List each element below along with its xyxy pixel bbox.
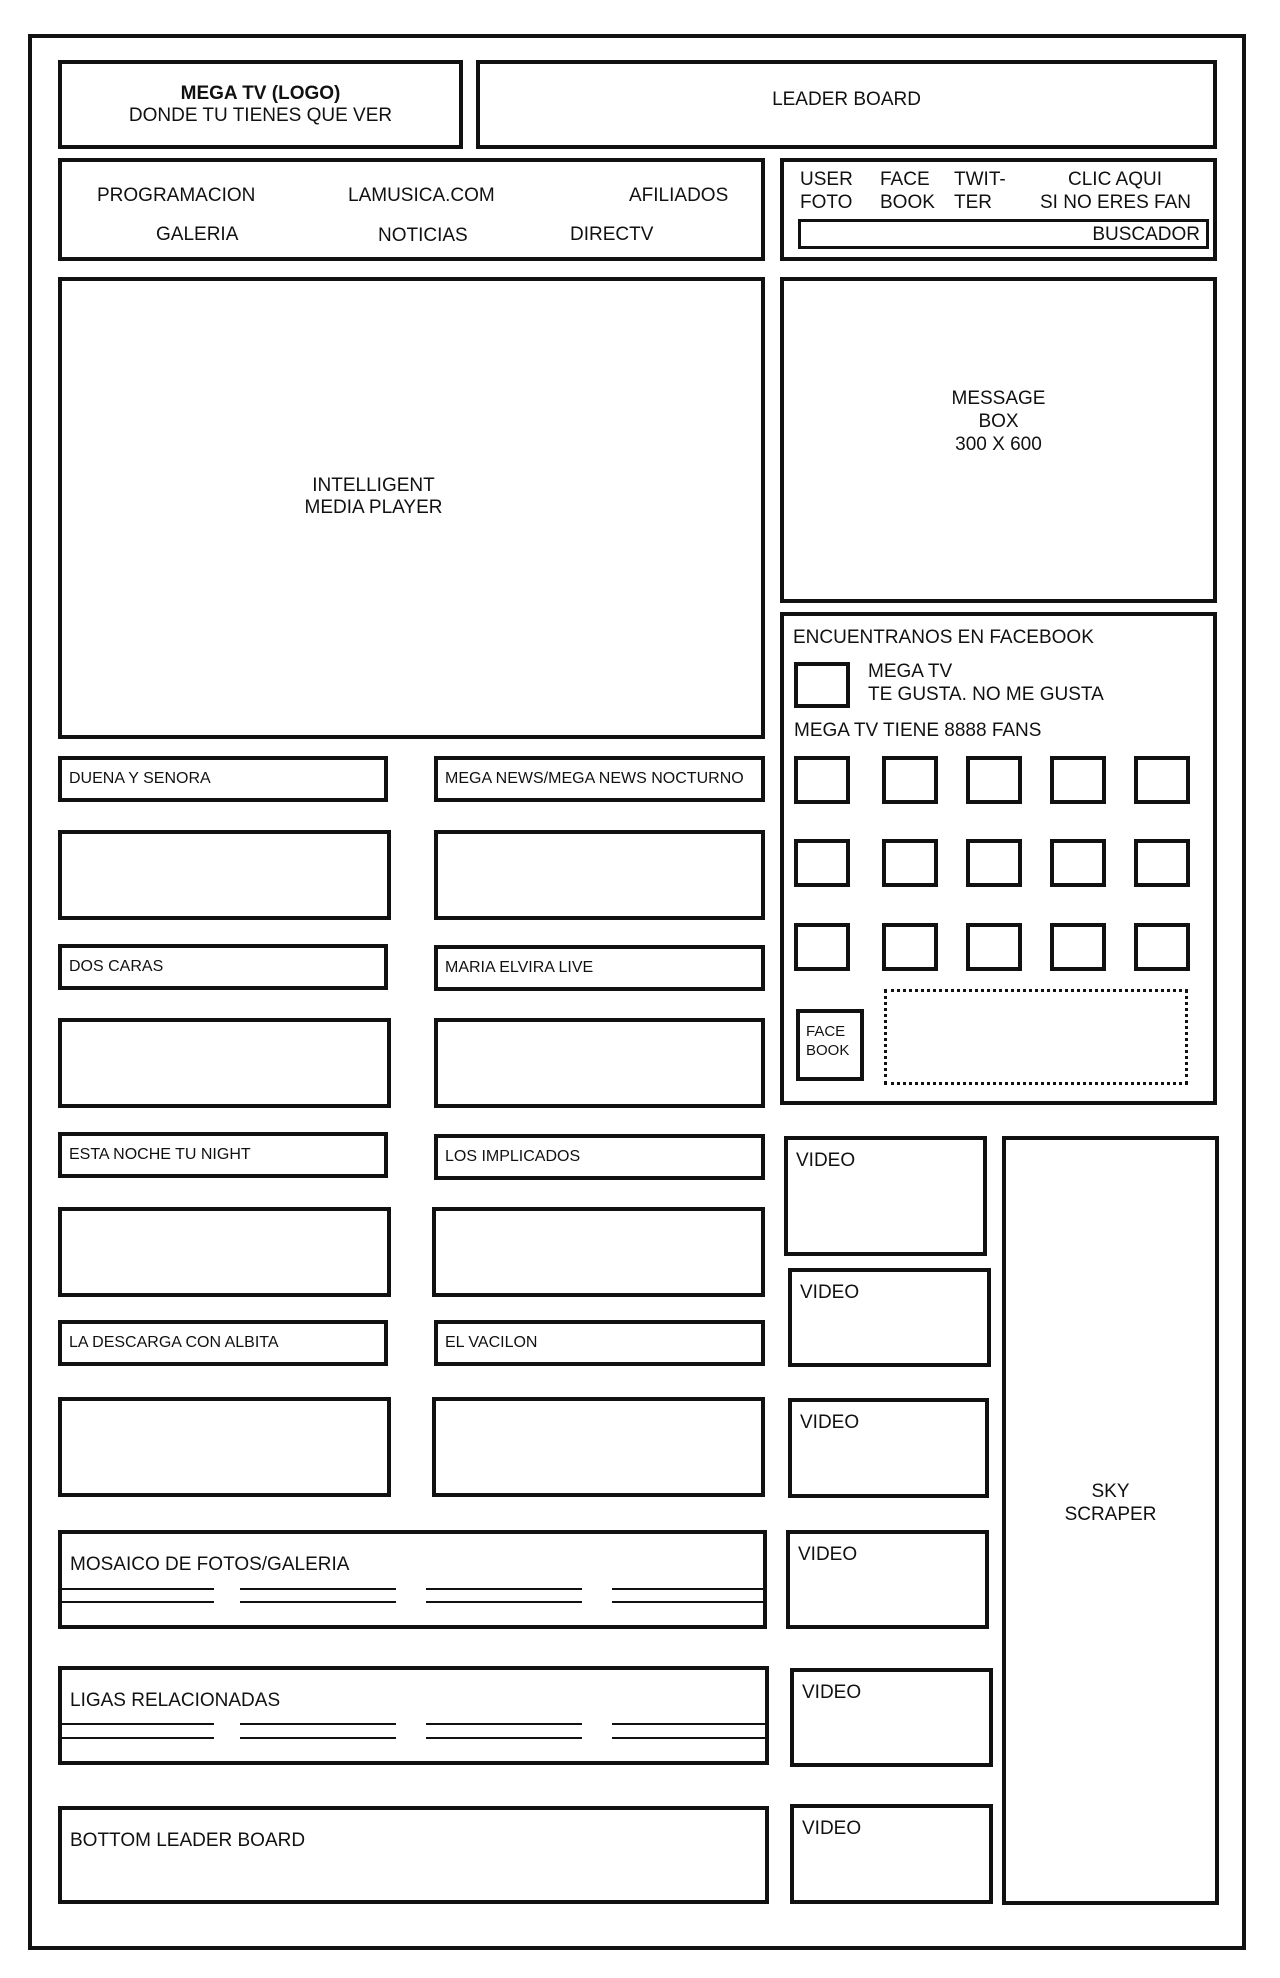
facebook-button[interactable]: FACE BOOK [796, 1009, 864, 1081]
media-player[interactable]: INTELLIGENT MEDIA PLAYER [58, 277, 765, 739]
divider [612, 1601, 764, 1603]
show-thumbnail[interactable] [58, 830, 391, 920]
show-thumbnail[interactable] [434, 830, 765, 920]
facebook-feed-placeholder [884, 989, 1188, 1085]
search-input[interactable] [798, 219, 1209, 249]
user-foto[interactable]: USER FOTO [800, 169, 853, 213]
fan-avatar[interactable] [1050, 839, 1106, 887]
fan-avatar[interactable] [966, 839, 1022, 887]
show-title[interactable]: MARIA ELVIRA LIVE [434, 945, 765, 991]
fan-avatar[interactable] [966, 756, 1022, 804]
divider [426, 1723, 582, 1725]
video-thumbnail[interactable]: VIDEO [790, 1804, 993, 1904]
logo-box[interactable] [58, 60, 463, 149]
photo-mosaic[interactable] [58, 1530, 767, 1629]
show-title[interactable]: ESTA NOCHE TU NIGHT [58, 1132, 388, 1178]
photo-mosaic-title: MOSAICO DE FOTOS/GALERIA [70, 1554, 350, 1575]
leader-board [476, 60, 1217, 149]
fan-avatar[interactable] [1134, 839, 1190, 887]
message-box: MESSAGE BOX 300 X 600 [780, 277, 1217, 603]
main-nav [58, 158, 765, 261]
divider [58, 1601, 214, 1603]
fan-avatar[interactable] [966, 923, 1022, 971]
facebook-widget [780, 612, 1217, 1105]
show-title[interactable]: LA DESCARGA CON ALBITA [58, 1320, 388, 1366]
fan-avatar[interactable] [794, 839, 850, 887]
fan-avatar[interactable] [1050, 923, 1106, 971]
divider [240, 1737, 396, 1739]
divider [426, 1601, 582, 1603]
clic-aqui-link[interactable]: CLIC AQUI SI NO ERES FAN [1040, 169, 1191, 213]
like-button[interactable]: TE GUSTA. NO ME GUSTA [868, 684, 1104, 705]
show-title[interactable]: LOS IMPLICADOS [434, 1134, 765, 1180]
divider [612, 1737, 766, 1739]
show-thumbnail[interactable] [432, 1207, 765, 1297]
fan-avatar[interactable] [1050, 756, 1106, 804]
logo-tagline: DONDE TU TIENES QUE VER [128, 104, 393, 126]
divider [426, 1737, 582, 1739]
video-thumbnail[interactable]: VIDEO [784, 1136, 987, 1256]
fan-avatar[interactable] [882, 756, 938, 804]
fan-avatar[interactable] [882, 839, 938, 887]
nav-programacion[interactable]: PROGRAMACION [97, 185, 256, 206]
divider [426, 1588, 582, 1590]
nav-lamusica[interactable]: LAMUSICA.COM [348, 185, 495, 206]
show-title[interactable]: EL VACILON [434, 1320, 765, 1366]
divider [58, 1737, 214, 1739]
fan-avatar[interactable] [1134, 923, 1190, 971]
divider [612, 1723, 766, 1725]
leader-board-label: LEADER BOARD [772, 88, 921, 110]
fan-avatar[interactable] [794, 923, 850, 971]
video-thumbnail[interactable]: VIDEO [786, 1530, 989, 1629]
page-name: MEGA TV [868, 661, 953, 682]
video-thumbnail[interactable]: VIDEO [788, 1398, 989, 1498]
divider [240, 1723, 396, 1725]
bottom-leader-board [58, 1806, 769, 1904]
show-title[interactable]: MEGA NEWS/MEGA NEWS NOCTURNO [434, 756, 765, 802]
page-avatar [794, 662, 850, 708]
related-links[interactable] [58, 1666, 769, 1765]
show-thumbnail[interactable] [434, 1018, 765, 1108]
nav-afiliados[interactable]: AFILIADOS [629, 185, 729, 206]
show-thumbnail[interactable] [432, 1397, 765, 1497]
fan-avatar[interactable] [1134, 756, 1190, 804]
nav-galeria[interactable]: GALERIA [156, 224, 239, 245]
show-title[interactable]: DUENA Y SENORA [58, 756, 388, 802]
facebook-widget-title: ENCUENTRANOS EN FACEBOOK [793, 627, 1094, 648]
fans-count: MEGA TV TIENE 8888 FANS [794, 720, 1042, 741]
divider [612, 1588, 764, 1590]
facebook-link[interactable]: FACE BOOK [880, 169, 935, 213]
divider [58, 1723, 214, 1725]
nav-directv[interactable]: DIRECTV [570, 224, 654, 245]
divider [58, 1588, 214, 1590]
fan-avatar[interactable] [794, 756, 850, 804]
sky-scraper: SKY SCRAPER [1002, 1136, 1219, 1905]
user-panel [780, 158, 1217, 261]
search-label: BUSCADOR [1092, 224, 1200, 245]
video-thumbnail[interactable]: VIDEO [790, 1668, 993, 1767]
bottom-leader-board-label: BOTTOM LEADER BOARD [70, 1830, 306, 1851]
show-thumbnail[interactable] [58, 1207, 391, 1297]
divider [240, 1601, 396, 1603]
related-links-title: LIGAS RELACIONADAS [70, 1690, 281, 1711]
video-thumbnail[interactable]: VIDEO [788, 1268, 991, 1367]
divider [240, 1588, 396, 1590]
twitter-link[interactable]: TWIT- TER [954, 169, 1006, 213]
show-title[interactable]: DOS CARAS [58, 944, 388, 990]
fan-avatar[interactable] [882, 923, 938, 971]
show-thumbnail[interactable] [58, 1018, 391, 1108]
logo-title: MEGA TV (LOGO) [180, 82, 341, 104]
nav-noticias[interactable]: NOTICIAS [378, 225, 468, 246]
show-thumbnail[interactable] [58, 1397, 391, 1497]
